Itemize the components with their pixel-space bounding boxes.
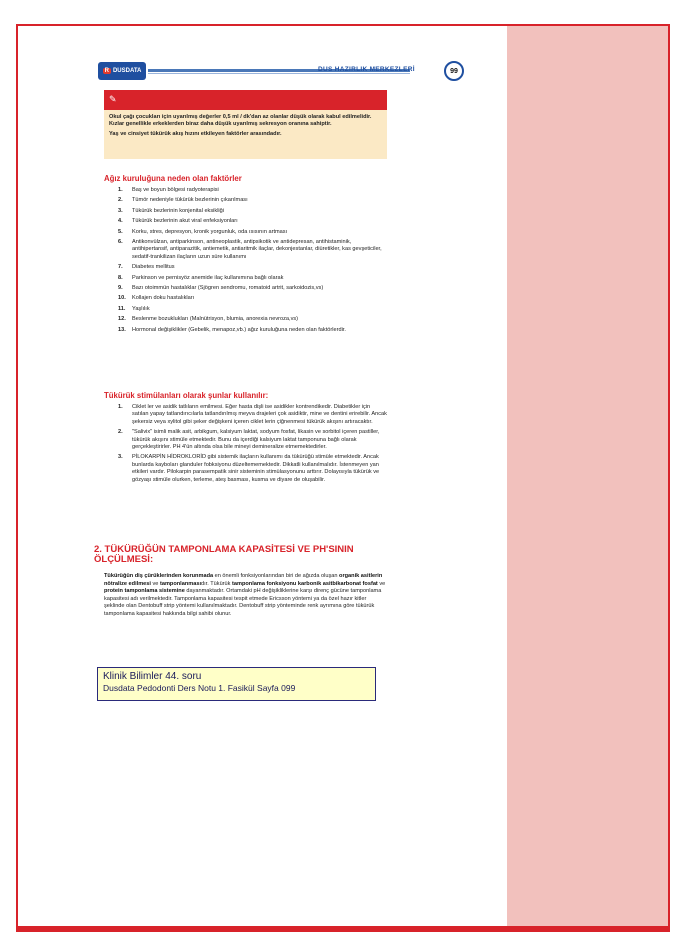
list-item-text: Hormonal değişiklikler (Gebelik, menapoz,vb.) ağız kuruluğuna neden olan faktörlerdir. bbox=[132, 326, 346, 333]
list-item-text: PİLOKARPİN HİDROKLORİD gibi sistemik ilaçların kullanımı da tükürüğü stimüle etmektedir. Ancak bunlarda kayboları glanduler fobksiyonu düzeltememektedir. Dikkatli kullanılmalıdır. İstenmeyen yan etkileri vardır. Pilokarpin parasempatik sinir sisteminin stimülasyonunu arttırır. Dolayısıyla tükürük ve gözyaşı stimüle olurken, terleme, ateş basması, kusma ve diyare de oluşabilir. bbox=[132, 454, 380, 483]
list-item bbox=[118, 275, 388, 282]
text-run: en önemli fonksiyonlarından biri de ağızda oluşan bbox=[213, 573, 340, 579]
list-item bbox=[118, 429, 388, 451]
callout-paragraph-2: Yaş ve cinsiyet tükürük akış hızını etkileyen faktörler arasındadır. bbox=[109, 131, 282, 137]
list-item-text: Tümör nedeniyle tükürük bezlerinin çıkarılması bbox=[132, 197, 248, 204]
logo-text: DUSDATA bbox=[112, 68, 142, 74]
dusdata-logo: R DUSDATA bbox=[98, 62, 146, 80]
dry-mouth-factors-list bbox=[118, 187, 388, 337]
source-line-2: Dusdata Pedodonti Ders Notu 1. Fasikül Sayfa 099 bbox=[103, 683, 296, 693]
text-bold: Tükürüğün diş çürüklerinden korunmada bbox=[104, 573, 214, 579]
list-item-number: 13. bbox=[118, 326, 126, 333]
list-item bbox=[118, 208, 388, 215]
list-item-number: 10. bbox=[118, 295, 126, 302]
stimulants-list bbox=[118, 404, 388, 487]
text-run: dayanmaktadır. Ortamdaki pH değişikliklerine karşı direnç gücüne tamponlama kapasitesi adı verilmektedir. Tamponlama kapasitesi tespit etmede Ericsson yöntemi ya da özel hazır kitler şeklinde olan Dentobuff strip yöntemi kullanılmaktadır. Dentobuff strip yönteminde renk ayrımına göre tükürük tamponlama kapasitesi hakkında bilgi sahibi olunur. bbox=[104, 588, 382, 617]
list-item-number: 8. bbox=[118, 274, 123, 281]
source-reference-box bbox=[97, 667, 376, 701]
section-title-buffering: 2. TÜKÜRÜĞÜN TAMPONLAMA KAPASİTESİ VE PH'SININ ÖLÇÜLMESİ: bbox=[94, 544, 354, 565]
page-number: 99 bbox=[444, 61, 464, 81]
text-bold: protein tamponlama sistemine bbox=[104, 588, 185, 595]
list-item-number: 9. bbox=[118, 285, 123, 292]
buffering-paragraph bbox=[104, 573, 388, 619]
list-item-text: Antikonvülzan, antiparkinson, antineoplastik, antipsikotik ve antidepresan, antihistaminik, antihipertansif, antiparazitik, antiemetik, antiaritmik ilaçlar, dekonjestanlar, diüretikler, kas gevşeticiler, sedatif-trankilizan ilaçların uzun süre kullanımı bbox=[132, 239, 382, 260]
text-bold: organik asitlerin nötralize edilmesi bbox=[104, 573, 383, 587]
list-item-text: Parkinson ve pernisyöz anemide ilaç kullanımına bağlı olarak bbox=[132, 274, 284, 281]
text-bold: tamponlama fonksiyonu karbonik asitbikarbonat fosfat bbox=[232, 580, 378, 587]
list-item-text: Tükürük bezlerinin akut viral enfeksiyonları bbox=[132, 218, 238, 225]
callout-paragraph-1: Okul çağı çocukları için uyarılmış değerler 0,5 ml / dk'dan az olanlar düşük olarak kabul edilmelidir. Kızlar genellikle erkeklerden biraz daha düşük uyarılmış sekresyon oranına sahiptir. bbox=[109, 114, 372, 127]
info-callout bbox=[104, 90, 387, 159]
list-item bbox=[118, 229, 388, 236]
list-item-text: Korku, stres, depresyon, kronik yorgunluk, oda ısısının artması bbox=[132, 228, 288, 235]
text-run: dır. Tükürük bbox=[201, 580, 233, 587]
callout-header bbox=[104, 90, 387, 110]
section-title-dry-mouth: Ağız kuruluğuna neden olan faktörler bbox=[104, 174, 242, 183]
list-item bbox=[118, 285, 388, 292]
list-item bbox=[118, 218, 388, 225]
list-item bbox=[118, 306, 388, 313]
header-line-thin bbox=[148, 73, 410, 74]
margin-panel bbox=[507, 26, 668, 928]
list-item-text: Bazı otoimmün hastalıklar (Sjögren sendromu, romatoid artrit, sarkoidozis,vs) bbox=[132, 285, 324, 292]
page-header bbox=[90, 60, 470, 82]
list-item bbox=[118, 316, 388, 323]
list-item bbox=[118, 239, 388, 261]
list-item-number: 11. bbox=[118, 305, 126, 312]
list-item-text: Baş ve boyun bölgesi radyoterapisi bbox=[132, 187, 219, 193]
list-item-number: 1. bbox=[118, 404, 123, 410]
list-item-text: Kollajen doku hastalıkları bbox=[132, 295, 195, 302]
list-item bbox=[118, 197, 388, 204]
list-item bbox=[118, 404, 388, 426]
section-title-stimulants: Tükürük stimülanları olarak şunlar kullanılır: bbox=[104, 391, 269, 400]
list-item bbox=[118, 264, 388, 271]
list-item bbox=[118, 187, 388, 194]
text-run: ve bbox=[150, 580, 160, 587]
list-item-number: 4. bbox=[118, 218, 123, 225]
list-item-number: 6. bbox=[118, 239, 123, 246]
list-item-text: Beslenme bozuklukları (Malnütrisyon, blumia, anorexia nevroza,vs) bbox=[132, 316, 299, 323]
list-item-number: 1. bbox=[118, 187, 123, 193]
list-item-text: Yaşlılık bbox=[132, 305, 150, 312]
callout-body bbox=[104, 110, 387, 145]
list-item bbox=[118, 454, 388, 484]
list-item-text: Diabetes mellitus bbox=[132, 264, 175, 271]
bottom-border bbox=[16, 926, 670, 932]
header-title: DUS HAZIRLIK MERKEZLERİ bbox=[318, 66, 415, 73]
list-item-number: 3. bbox=[118, 454, 123, 461]
text-bold: tamponlanması bbox=[159, 580, 202, 587]
list-item-number: 2. bbox=[118, 429, 123, 436]
list-item-number: 12. bbox=[118, 316, 126, 323]
source-line-1: Klinik Bilimler 44. soru bbox=[103, 671, 202, 682]
list-item bbox=[118, 295, 388, 302]
list-item-text: "Salivix" isimli malik asit, arbikgum, kalsiyum laktat, sodyum fosfat, likasin ve sorbitol içeren pastiller, tükürük akışını stimüle etmektedir. Bunu da içerdiği kalsiyum laktat tamponuna bağlı olarak gerçekleştirirler. PH 4'ün altında olsa bile mineyi demineralize etmemektedirler. bbox=[132, 429, 380, 451]
list-item bbox=[118, 327, 388, 334]
text-run: ve bbox=[377, 580, 386, 587]
list-item-number: 2. bbox=[118, 197, 123, 204]
list-item-text: Ciklet ler ve asidik tatlıların emilmesi. Eğer hasta dişli ise asidikler kontrendikedir. Diabetikler için satılan yapay tatlandırıcılarla tatlandırılmış meyva drajeleri çok asidiktir, mine ve dentini erirebilir. Ancak şekersiz veya xylitol gibi şeker değişkeni içeren ciklet lerin çiğnenmesi tükürük akışını artıracaktır. bbox=[132, 404, 387, 425]
list-item-number: 3. bbox=[118, 207, 123, 214]
pin-icon: ✎ bbox=[109, 94, 117, 104]
list-item-text: Tükürük bezlerinin konjenital eksikliği bbox=[132, 207, 225, 214]
list-item-number: 7. bbox=[118, 264, 123, 271]
list-item-number: 5. bbox=[118, 228, 123, 235]
